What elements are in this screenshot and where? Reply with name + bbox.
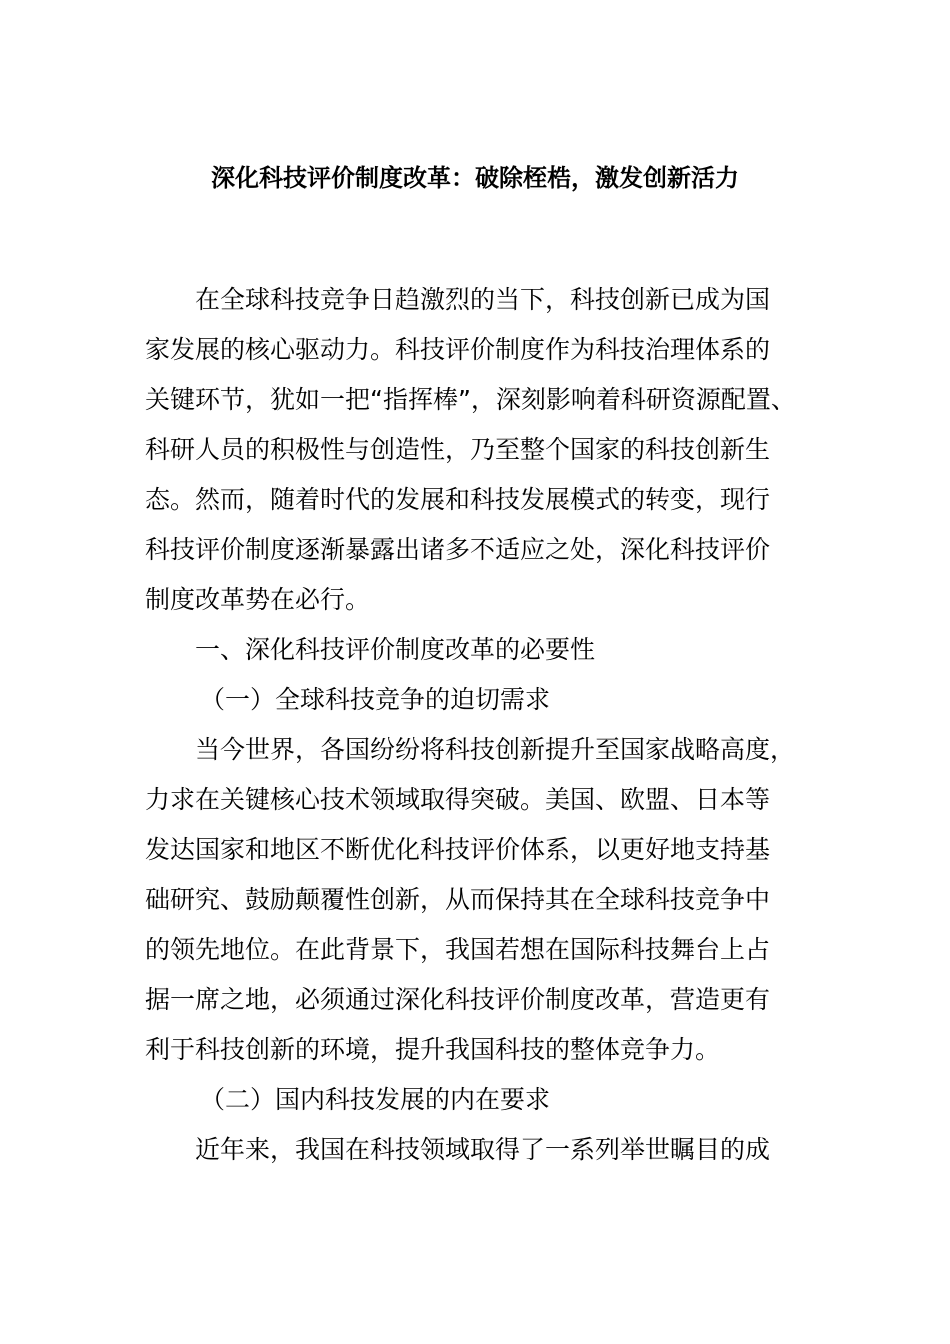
paragraph-line: 力求在关键核心技术领域取得突破。美国、欧盟、日本等 <box>145 785 771 814</box>
paragraph-line: 关键环节，犹如一把“指挥棒”，深刻影响着科研资源配置、 <box>145 385 796 414</box>
paragraph-line: 据一席之地，必须通过深化科技评价制度改革，营造更有 <box>145 985 771 1014</box>
paragraph-line: 在全球科技竞争日趋激烈的当下，科技创新已成为国 <box>195 285 771 314</box>
subsection-heading: （一）全球科技竞争的迫切需求 <box>200 685 551 714</box>
paragraph-line: 利于科技创新的环境，提升我国科技的整体竞争力。 <box>145 1035 721 1064</box>
paragraph-line: 家发展的核心驱动力。科技评价制度作为科技治理体系的 <box>145 335 771 364</box>
paragraph-line: 当今世界，各国纷纷将科技创新提升至国家战略高度， <box>195 735 796 764</box>
section-heading: 一、深化科技评价制度改革的必要性 <box>195 635 596 664</box>
paragraph-line: 态。然而，随着时代的发展和科技发展模式的转变，现行 <box>145 485 771 514</box>
document-title: 深化科技评价制度改革：破除桎梏，激发创新活力 <box>211 164 739 192</box>
paragraph-line: 础研究、鼓励颠覆性创新，从而保持其在全球科技竞争中 <box>145 885 771 914</box>
paragraph-line: 科研人员的积极性与创造性，乃至整个国家的科技创新生 <box>145 435 771 464</box>
paragraph-line: 发达国家和地区不断优化科技评价体系，以更好地支持基 <box>145 835 771 864</box>
paragraph-line: 近年来，我国在科技领域取得了一系列举世瞩目的成 <box>195 1135 771 1164</box>
paragraph-line: 制度改革势在必行。 <box>145 585 371 614</box>
paragraph-line: 的领先地位。在此背景下，我国若想在国际科技舞台上占 <box>145 935 771 964</box>
subsection-heading: （二）国内科技发展的内在要求 <box>200 1085 551 1114</box>
paragraph-line: 科技评价制度逐渐暴露出诸多不适应之处，深化科技评价 <box>145 535 771 564</box>
